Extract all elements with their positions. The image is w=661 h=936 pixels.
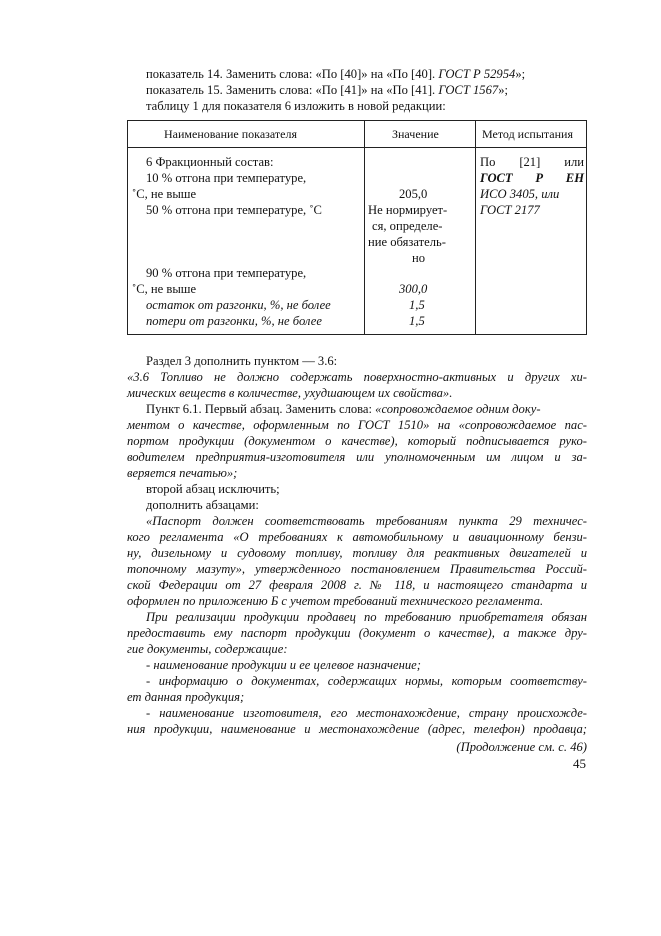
- intro-line-14: [146, 67, 525, 83]
- table-header-method: Метод испытания: [482, 127, 573, 141]
- table-value-line: 300,0: [399, 282, 428, 296]
- p61-line-5: веряется печатью»;: [127, 466, 238, 480]
- p61-line-3: портом продукции (документом о качестве), который подписывается руко-: [127, 434, 587, 448]
- p61-line-2: ментом о качестве, оформленным по ГОСТ 1510» на «сопровождаемое пас-: [127, 418, 587, 432]
- passport-line: ской Федерации от 27 февраля 2008 г. № 118, и настоящего стандарта и: [127, 578, 587, 592]
- passport-line: оформлен по приложению Б с учетом требований технического регламента.: [127, 594, 544, 608]
- table-value-line: 1,5: [409, 298, 425, 312]
- table-value-line: 1,5: [409, 314, 425, 328]
- p61-line-1-italic: «сопровождаемое одним доку-: [375, 402, 541, 416]
- bullet-manufacturer-line: - наименование изготовителя, его местонахождение, страну происхожде-: [146, 706, 587, 720]
- sale-line: гие документы, содержащие:: [127, 642, 288, 656]
- passport-line: топочному мазуту», утвержденного постановлением Правительства Россий-: [127, 562, 587, 576]
- table-name-line: 90 % отгона при температуре,: [146, 266, 307, 280]
- table-value-line: Не нормирует-: [368, 203, 448, 217]
- bullet-manufacturer-line: ния продукции, наименование и местонахождение (адрес, телефон) продавца;: [127, 722, 587, 736]
- table-method-line: По [21] или: [480, 155, 584, 169]
- intro-line-15: [146, 83, 508, 99]
- table-value-line: ние обязатель-: [368, 235, 446, 249]
- passport-line: кого регламента «О требованиях к автомобильному и авиационному бензи-: [127, 530, 587, 544]
- table-header-name: Наименование показателя: [164, 127, 297, 141]
- bullet-documents-line: ет данная продукция;: [127, 690, 245, 704]
- table-name-line: ˚С, не выше: [132, 187, 197, 201]
- table-name-line: 50 % отгона при температуре, ˚С: [146, 203, 322, 217]
- section-3-addition: Раздел 3 дополнить пунктом — 3.6:: [146, 354, 338, 368]
- p36-line-2: мических веществ в количестве, ухудшающем их свойства».: [127, 386, 453, 400]
- intro-line-14-suffix: »;: [515, 67, 526, 81]
- table-value-line: ся, определе-: [372, 219, 443, 233]
- table-col-divider-2: [475, 121, 476, 334]
- table-method-line: ИСО 3405, или: [480, 187, 560, 201]
- continuation-note: (Продолжение см. с. 46): [456, 740, 587, 754]
- p36-line-1: «3.6 Топливо не должно содержать поверхностно-активных и других хи-: [127, 370, 587, 384]
- table-name-line: потери от разгонки, %, не более: [146, 314, 322, 328]
- bullet-documents-line: - информацию о документах, содержащих нормы, которым соответству-: [146, 674, 587, 688]
- table-value-line: 205,0: [399, 187, 428, 201]
- intro-line-15-prefix: показатель 15. Заменить слова: «По [41]» на «По [41].: [146, 83, 439, 97]
- table-1: [127, 120, 587, 335]
- table-name-line: ˚С, не выше: [132, 282, 197, 296]
- intro-line-14-prefix: показатель 14. Заменить слова: «По [40]» на «По [40].: [146, 67, 439, 81]
- table-col-divider-1: [364, 121, 365, 334]
- passport-line: ну, дизельному и судовому топливу, топливу для реактивных двигателей и: [127, 546, 587, 560]
- table-header-divider: [128, 147, 586, 148]
- p61-line-4: водителем предприятия-изготовителя или уполномоченным им лицом и за-: [127, 450, 587, 464]
- sale-line: предоставить ему паспорт продукции (документ о качестве), а также дру-: [127, 626, 587, 640]
- table-method-line: ГОСТ 2177: [480, 203, 540, 217]
- second-paragraph-exclude: второй абзац исключить;: [146, 482, 280, 496]
- intro-line-table: таблицу 1 для показателя 6 изложить в новой редакции:: [146, 99, 446, 113]
- sale-line: При реализации продукции продавец по требованию приобретателя обязан: [146, 610, 587, 624]
- page-number: 45: [573, 756, 586, 771]
- gost-52954: ГОСТ Р 52954: [438, 67, 516, 81]
- table-header-value: Значение: [392, 127, 439, 141]
- table-name-line: остаток от разгонки, %, не более: [146, 298, 331, 312]
- table-value-line: но: [412, 251, 426, 265]
- gost-1567: ГОСТ 1567: [438, 83, 499, 97]
- p61-line-1: [146, 402, 587, 418]
- table-name-line: 10 % отгона при температуре,: [146, 171, 307, 185]
- table-method-line: ГОСТ Р ЕН: [480, 171, 584, 185]
- passport-line: «Паспорт должен соответствовать требованиям пункта 29 техничес-: [146, 514, 587, 528]
- p61-line-1-prefix: Пункт 6.1. Первый абзац. Заменить слова:: [146, 402, 376, 416]
- bullet-product-name: - наименование продукции и ее целевое назначение;: [146, 658, 421, 672]
- intro-line-15-suffix: »;: [498, 83, 508, 97]
- add-paragraphs: дополнить абзацами:: [146, 498, 259, 512]
- table-name-line: 6 Фракционный состав:: [146, 155, 274, 169]
